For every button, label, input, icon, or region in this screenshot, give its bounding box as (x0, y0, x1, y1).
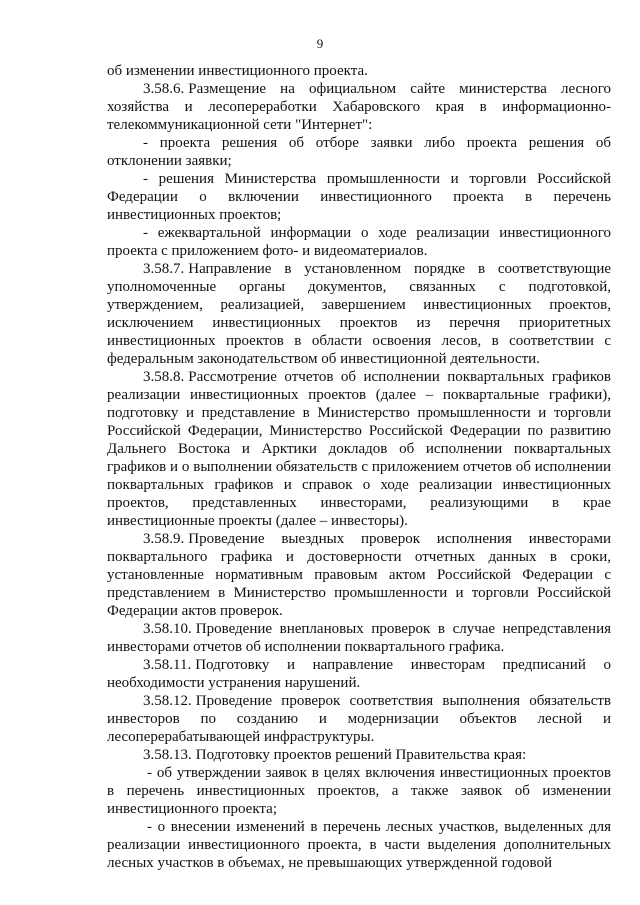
page-number: 9 (316, 36, 324, 51)
paragraph-text: Размещение на официальном сайте министерства лесного хозяйства и лесопереработки Хабаровского края в информационно-телекоммуникационной сети "Интернет": (107, 81, 611, 133)
paragraph (107, 260, 611, 368)
clause-number: 3.58.6. (143, 81, 185, 97)
paragraph-text: Подготовку проектов решений Правительства края: (195, 747, 527, 763)
paragraph-text: Проведение выездных проверок исполнения инвесторами поквартального графика и достоверности отчетных данных в сроки, установленные нормативным правовым актом Российской Федерации с представлением в Министерство промышленности и торговли Российской Федерации актов проверок. (107, 531, 611, 619)
paragraph (107, 746, 611, 764)
clause-number: 3.58.13. (143, 747, 192, 763)
paragraph-text: Подготовку и направление инвесторам предписаний о необходимости устранения нарушений. (107, 657, 611, 691)
clause-number: 3.58.7. (143, 261, 185, 277)
paragraph-text: Проведение внеплановых проверок в случае непредставления инвесторами отчетов об исполнении поквартального графика. (107, 621, 611, 655)
paragraph (107, 656, 611, 692)
paragraph (107, 62, 611, 80)
paragraph (107, 620, 611, 656)
paragraph-text: - решения Министерства промышленности и торговли Российской Федерации о включении инвестиционного проекта в перечень инвестиционных проектов; (107, 171, 611, 223)
paragraph-text: - ежеквартальной информации о ходе реализации инвестиционного проекта с приложением фото- и видеоматериалов. (107, 225, 611, 259)
clause-number: 3.58.10. (143, 621, 192, 637)
paragraph (107, 80, 611, 134)
paragraph-text: Рассмотрение отчетов об исполнении поквартальных графиков реализации инвестиционных проектов (далее – поквартальные графики), подготовку и представление в Министерство промышленности и торговли Российской Федерации, Министерство Российской Федерации по развитию Дальнего Востока и Арктики докладов об исполнении поквартальных графиков и о выполнении обязательств с приложением отчетов об исполнении поквартальных графиков и справок о ходе реализации инвестиционных проектов, представленных инвесторами, реализующими в крае инвестиционные проекты (далее – инвесторы). (107, 369, 611, 529)
paragraph-text: Проведение проверок соответствия выполнения обязательств инвесторов по созданию и модернизации объектов лесной и лесоперерабатывающей инфраструктуры. (107, 693, 611, 745)
paragraph-text: - о внесении изменений в перечень лесных участков, выделенных для реализации инвестиционного проекта, в части выделения дополнительных лесных участков в объемах, не превышающих утвержденной годовой (107, 819, 611, 871)
paragraph-text: - проекта решения об отборе заявки либо проекта решения об отклонении заявки; (107, 135, 611, 169)
clause-number: 3.58.9. (143, 531, 185, 547)
clause-number: 3.58.8. (143, 369, 185, 385)
document-body (107, 62, 611, 872)
paragraph-text: - об утверждении заявок в целях включения инвестиционных проектов в перечень инвестиционных проектов, а также заявок об изменении инвестиционного проекта; (107, 765, 611, 817)
paragraph (107, 764, 611, 818)
paragraph-text: Направление в установленном порядке в соответствующие уполномоченные органы документов, связанных с подготовкой, утверждением, реализацией, завершением инвестиционных проектов, исключением инвестиционных проектов из перечня приоритетных инвестиционных проектов в области освоения лесов, в соответствии с федеральным законодательством об инвестиционной деятельности. (107, 261, 611, 367)
paragraph (107, 170, 611, 224)
paragraph-text: об изменении инвестиционного проекта. (107, 63, 368, 79)
paragraph (107, 368, 611, 530)
paragraph (107, 530, 611, 620)
paragraph (107, 692, 611, 746)
clause-number: 3.58.11. (143, 657, 192, 673)
paragraph (107, 224, 611, 260)
clause-number: 3.58.12. (143, 693, 192, 709)
paragraph (107, 818, 611, 872)
paragraph (107, 134, 611, 170)
